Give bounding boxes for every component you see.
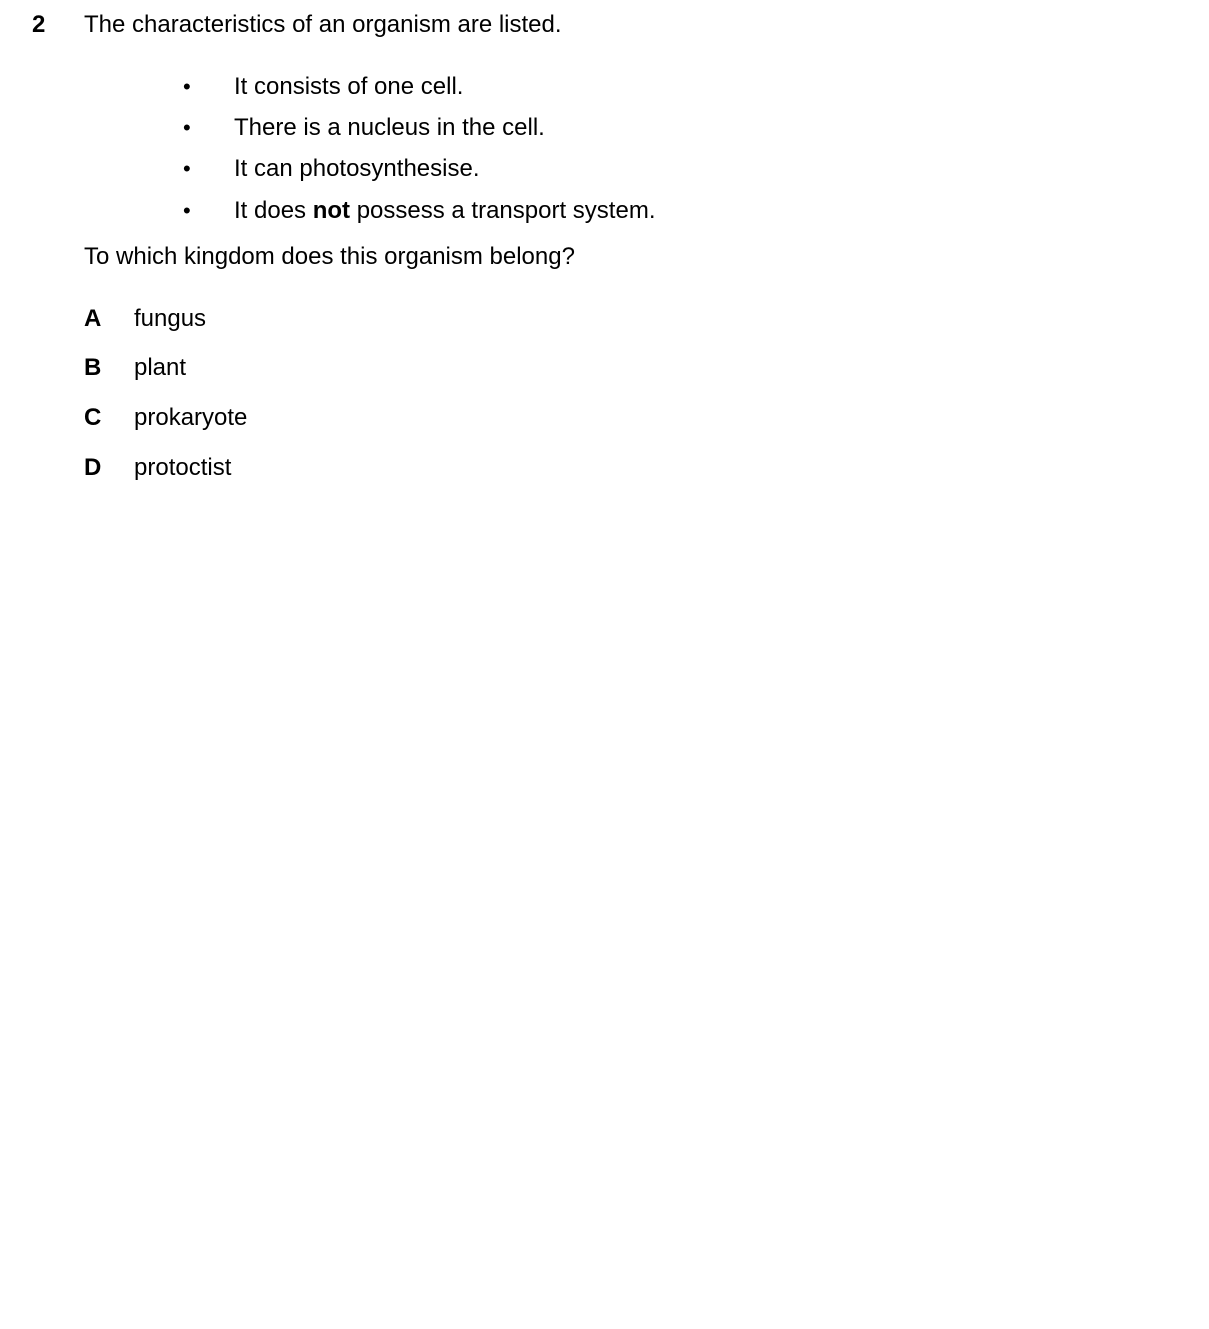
bullet-text-pre: It does [234,197,313,224]
question-number: 2 [32,11,46,38]
option-letter: A [84,305,102,332]
bullet-text: It consists of one cell. [234,73,464,100]
option-text: fungus [134,305,207,332]
option-letter: D [84,454,102,481]
bullet-text: It can photosynthesise. [234,155,480,182]
option-text: prokaryote [134,404,248,431]
emphasis-not: not [312,197,351,224]
bullet-icon: • [183,156,191,181]
option-letter: C [84,404,102,431]
option-letter: B [84,354,102,381]
question-prompt: To which kingdom does this organism belong? [84,243,575,270]
bullet-icon: • [183,115,191,140]
bullet-icon: • [183,74,191,99]
bullet-text-post: possess a transport system. [350,197,656,224]
bullet-icon: • [183,198,191,223]
bullet-text: There is a nucleus in the cell. [234,114,545,141]
bullet-text [234,197,655,225]
option-text: protoctist [134,454,232,481]
question-stem: The characteristics of an organism are listed. [84,11,562,38]
option-text: plant [134,354,187,381]
